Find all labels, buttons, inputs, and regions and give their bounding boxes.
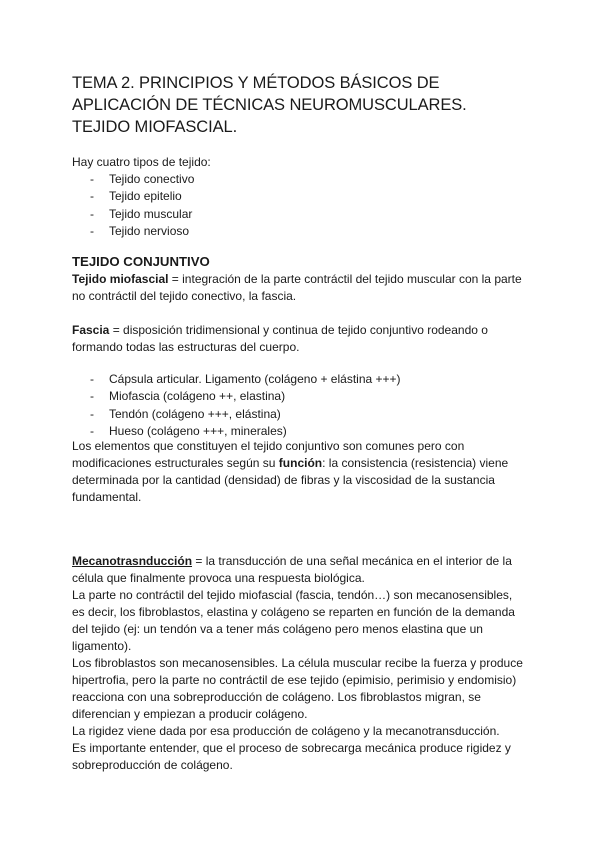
- page-title: [72, 72, 542, 138]
- term-funcion: función: [278, 456, 323, 470]
- term-mecanotransduccion: Mecanotrasnducción: [72, 554, 193, 568]
- mecano-line: Es importante entender, que el proceso de sobrecarga mecánica produce rigidez y: [72, 741, 511, 755]
- list-item: - Tejido muscular: [72, 206, 194, 223]
- elementos-line-1: Los elementos que constituyen el tejido conjuntivo son comunes pero con: [72, 439, 465, 453]
- elementos-line-3: determinada por la cantidad (densidad) de fibras y la viscosidad de la sustancia: [72, 473, 495, 487]
- text-span: : la consistencia (resistencia) viene: [322, 456, 509, 470]
- term-miofascial: Tejido miofascial: [72, 272, 169, 286]
- list-item: - Tejido nervioso: [72, 223, 194, 240]
- mecano-line: La parte no contráctil del tejido miofascial (fascia, tendón…) son mecanosensibles,: [72, 588, 513, 602]
- list-item: - Miofascia (colágeno ++, elastina): [72, 388, 401, 405]
- fascia-definition-cont: formando todas las estructuras del cuerpo.: [72, 340, 300, 354]
- mecano-line: diferencian y empiezan a producir colágeno.: [72, 707, 308, 721]
- title-line-3: TEJIDO MIOFASCIAL.: [72, 118, 238, 136]
- mecano-line: es decir, los fibroblastos, elastina y colágeno se reparten en función de la demanda: [72, 605, 515, 619]
- definition-text: = disposición tridimensional y continua de tejido conjuntivo rodeando o: [109, 323, 488, 337]
- list-item: - Hueso (colágeno +++, minerales): [72, 423, 401, 440]
- mecano-line: reacciona con una sobreproducción de colágeno. Los fibroblastos migran, se: [72, 690, 481, 704]
- title-line-2: APLICACIÓN DE TÉCNICAS NEUROMUSCULARES.: [72, 96, 467, 114]
- mecano-line: del tejido (ej: un tendón va a tener más colágeno pero menos elastina que un: [72, 622, 483, 636]
- elementos-line-2: [72, 455, 508, 472]
- text-span: modificaciones estructurales según su: [72, 456, 279, 470]
- structures-list: [72, 371, 401, 440]
- title-line-1: TEMA 2. PRINCIPIOS Y MÉTODOS BÁSICOS DE: [72, 74, 440, 92]
- list-item: - Tejido epitelio: [72, 188, 194, 205]
- tissue-types-list: [72, 171, 194, 240]
- fascia-definition: [72, 322, 488, 339]
- mecano-line: hipertrofia, pero la parte no contráctil de ese tejido (epimisio, perimisio y endomisio): [72, 673, 517, 687]
- intro-text: Hay cuatro tipos de tejido:: [72, 155, 211, 169]
- mecano-line-1: [72, 553, 512, 570]
- mecano-line: célula que finalmente provoca una respuesta biológica.: [72, 571, 365, 585]
- mecano-line: Los fibroblastos son mecanosensibles. La célula muscular recibe la fuerza y produce: [72, 656, 523, 670]
- list-item: - Cápsula articular. Ligamento (colágeno + elástina +++): [72, 371, 401, 388]
- list-item: - Tejido conectivo: [72, 171, 194, 188]
- miofascial-definition-cont: no contráctil del tejido conectivo, la fascia.: [72, 289, 297, 303]
- mecano-line: ligamento).: [72, 639, 132, 653]
- term-fascia: Fascia: [72, 323, 110, 337]
- definition-text: = integración de la parte contráctil del tejido muscular con la parte: [168, 272, 522, 286]
- section-heading: TEJIDO CONJUNTIVO: [72, 254, 210, 269]
- mecano-line: sobreproducción de colágeno.: [72, 758, 233, 772]
- text-span: = la transducción de una señal mecánica en el interior de la: [192, 554, 512, 568]
- elementos-line-4: fundamental.: [72, 490, 142, 504]
- mecano-line: La rigidez viene dada por esa producción de colágeno y la mecanotransducción.: [72, 724, 500, 738]
- list-item: - Tendón (colágeno +++, elástina): [72, 406, 401, 423]
- miofascial-definition: [72, 271, 522, 288]
